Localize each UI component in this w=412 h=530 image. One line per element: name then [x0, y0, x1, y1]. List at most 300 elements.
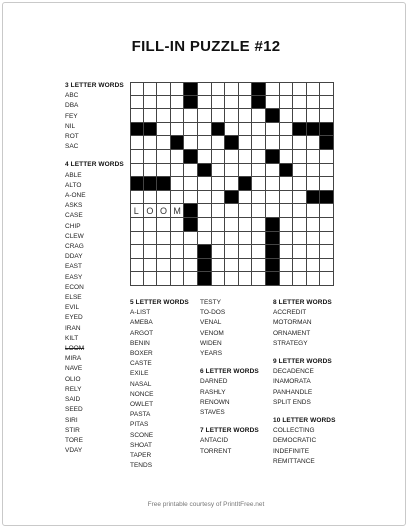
grid-cell[interactable] [307, 259, 321, 273]
grid-cell[interactable] [280, 218, 294, 232]
spacer [273, 349, 336, 357]
grid-cell[interactable] [171, 218, 185, 232]
word-list-heading: 7 LETTER WORDS [200, 427, 259, 435]
word-list-item: RENOWN [200, 398, 230, 406]
grid-cell[interactable] [225, 82, 239, 96]
grid-cell[interactable] [320, 272, 334, 286]
grid-cell[interactable] [280, 191, 294, 205]
grid-block [171, 136, 185, 150]
grid-block [157, 177, 171, 191]
word-column-five [130, 298, 189, 471]
grid-cell[interactable] [144, 245, 158, 259]
word-list-heading: 4 LETTER WORDS [65, 161, 124, 169]
grid-cell[interactable] [198, 109, 212, 123]
grid-cell[interactable] [293, 245, 307, 259]
grid-block [198, 245, 212, 259]
grid-cell[interactable] [293, 150, 307, 164]
grid-cell[interactable] [307, 218, 321, 232]
grid-block [266, 150, 280, 164]
grid-cell[interactable] [225, 218, 239, 232]
word-list-item: ABC [65, 92, 79, 100]
grid-cell[interactable] [225, 123, 239, 137]
grid-cell[interactable] [239, 82, 253, 96]
grid-cell[interactable] [144, 136, 158, 150]
grid-cell[interactable] [130, 150, 144, 164]
grid-cell[interactable]: O [144, 204, 158, 218]
grid-cell[interactable] [184, 109, 198, 123]
grid-cell[interactable] [239, 204, 253, 218]
grid-cell[interactable] [252, 259, 266, 273]
grid-cell[interactable] [184, 177, 198, 191]
word-list-item: TESTY [200, 299, 221, 306]
grid-cell[interactable] [130, 272, 144, 286]
grid-cell[interactable] [307, 232, 321, 246]
grid-block [266, 245, 280, 259]
word-list-item: PANHANDLE [273, 388, 313, 396]
word-list-item: AMEBA [130, 319, 153, 327]
word-list-item: SIRI [65, 416, 78, 424]
grid-cell[interactable] [130, 259, 144, 273]
grid-block [320, 136, 334, 150]
grid-cell[interactable] [212, 136, 226, 150]
grid-cell[interactable] [280, 109, 294, 123]
grid-cell[interactable] [280, 272, 294, 286]
grid-cell[interactable] [212, 259, 226, 273]
grid-cell[interactable] [212, 204, 226, 218]
grid-cell[interactable] [212, 164, 226, 178]
word-list-item: SAC [65, 143, 79, 151]
grid-cell[interactable] [252, 136, 266, 150]
page-title: FILL-IN PUZZLE #12 [131, 38, 281, 55]
grid-cell[interactable] [171, 82, 185, 96]
word-list-item: LOOM [65, 345, 85, 353]
word-list-item: TAPER [130, 452, 152, 460]
word-list-item: REMITTANCE [273, 457, 315, 465]
grid-cell[interactable] [212, 177, 226, 191]
grid-cell[interactable] [212, 109, 226, 123]
grid-cell[interactable] [171, 123, 185, 137]
spacer [200, 418, 259, 426]
word-list-item: DEMOCRATIC [273, 437, 317, 445]
grid-block [198, 272, 212, 286]
grid-cell[interactable] [184, 164, 198, 178]
grid-block [293, 123, 307, 137]
grid-cell[interactable] [171, 259, 185, 273]
word-list-item: ARGOT [130, 329, 154, 337]
grid-cell[interactable] [293, 136, 307, 150]
grid-cell[interactable] [184, 123, 198, 137]
grid-cell[interactable] [198, 177, 212, 191]
grid-block [184, 96, 198, 110]
word-list-item: RASHLY [200, 388, 226, 396]
grid-cell[interactable] [198, 232, 212, 246]
grid-block [130, 177, 144, 191]
grid-cell[interactable] [320, 204, 334, 218]
grid-cell[interactable] [225, 245, 239, 259]
grid-cell[interactable] [225, 96, 239, 110]
word-list-item: A-ONE [65, 192, 86, 200]
grid-cell[interactable] [239, 164, 253, 178]
grid-cell[interactable] [307, 164, 321, 178]
grid-cell[interactable] [252, 177, 266, 191]
grid-cell[interactable] [171, 177, 185, 191]
grid-block [198, 259, 212, 273]
grid-cell[interactable] [266, 123, 280, 137]
grid-cell[interactable] [266, 164, 280, 178]
word-list-item: SAID [65, 396, 81, 404]
grid-cell[interactable] [252, 109, 266, 123]
grid-cell[interactable] [130, 96, 144, 110]
word-list-item: OLIO [65, 375, 81, 383]
spacer [273, 408, 336, 416]
grid-cell[interactable]: O [157, 204, 171, 218]
word-list-item: SCONE [130, 431, 154, 439]
word-column-right [273, 298, 336, 467]
grid-cell[interactable] [198, 136, 212, 150]
grid-cell[interactable] [225, 150, 239, 164]
word-list-item: CASE [65, 212, 83, 220]
grid-block [307, 191, 321, 205]
grid-cell[interactable] [144, 218, 158, 232]
grid-cell[interactable] [225, 177, 239, 191]
grid-block [252, 96, 266, 110]
word-list-item: NAVE [65, 365, 83, 373]
grid-cell[interactable] [239, 259, 253, 273]
grid-cell[interactable] [280, 177, 294, 191]
grid-block [144, 123, 158, 137]
grid-cell[interactable] [307, 204, 321, 218]
grid-cell[interactable] [157, 96, 171, 110]
grid-cell[interactable] [130, 109, 144, 123]
grid-cell[interactable] [157, 82, 171, 96]
grid-cell[interactable] [225, 232, 239, 246]
grid-cell[interactable] [144, 259, 158, 273]
grid-cell[interactable] [157, 191, 171, 205]
grid-cell[interactable] [144, 109, 158, 123]
grid-cell[interactable] [320, 218, 334, 232]
word-list-item: VENAL [200, 319, 222, 327]
word-list-item: ASKS [65, 202, 83, 210]
grid-cell[interactable] [252, 204, 266, 218]
grid-cell[interactable]: L [130, 204, 144, 218]
grid-cell[interactable] [212, 272, 226, 286]
grid-cell[interactable] [280, 123, 294, 137]
grid-block [266, 232, 280, 246]
word-list-heading: 10 LETTER WORDS [273, 417, 336, 425]
word-list-item: DARNED [200, 378, 228, 386]
grid-cell[interactable] [157, 123, 171, 137]
grid-cell[interactable] [293, 96, 307, 110]
grid-cell[interactable] [239, 136, 253, 150]
grid-cell[interactable] [320, 232, 334, 246]
grid-cell[interactable] [171, 164, 185, 178]
grid-cell[interactable] [280, 259, 294, 273]
grid-cell[interactable] [307, 109, 321, 123]
grid-cell[interactable] [225, 164, 239, 178]
grid-cell[interactable] [130, 218, 144, 232]
grid-cell[interactable] [198, 96, 212, 110]
grid-cell[interactable] [252, 272, 266, 286]
word-list-item: ELSE [65, 294, 82, 302]
grid-cell[interactable] [184, 245, 198, 259]
grid-cell[interactable] [266, 136, 280, 150]
grid-cell[interactable] [144, 272, 158, 286]
grid-cell[interactable] [252, 164, 266, 178]
grid-cell[interactable] [130, 82, 144, 96]
grid-cell[interactable] [212, 232, 226, 246]
word-list-item: DECADENCE [273, 368, 314, 376]
word-list-item: ANTACID [200, 437, 229, 445]
grid-cell[interactable] [307, 82, 321, 96]
grid-cell[interactable] [320, 96, 334, 110]
grid-cell[interactable] [307, 245, 321, 259]
grid-cell[interactable] [239, 245, 253, 259]
word-list-item: NIL [65, 122, 76, 130]
grid-cell[interactable] [320, 82, 334, 96]
grid-cell[interactable] [184, 136, 198, 150]
grid-cell[interactable] [252, 232, 266, 246]
grid-cell[interactable] [184, 191, 198, 205]
grid-cell[interactable] [171, 245, 185, 259]
word-list-item: PASTA [130, 411, 151, 419]
grid-cell[interactable] [239, 191, 253, 205]
word-list-item: EVIL [65, 304, 80, 312]
grid-cell[interactable]: M [171, 204, 185, 218]
grid-block [184, 150, 198, 164]
word-column-middle [200, 298, 259, 457]
grid-cell[interactable] [280, 82, 294, 96]
grid-cell[interactable] [320, 177, 334, 191]
grid-cell[interactable] [184, 232, 198, 246]
word-list-item: TENDS [130, 462, 153, 470]
grid-cell[interactable] [307, 150, 321, 164]
grid-block [184, 82, 198, 96]
grid-cell[interactable] [144, 191, 158, 205]
grid-cell[interactable] [280, 204, 294, 218]
grid-cell[interactable] [225, 259, 239, 273]
word-list-heading: 3 LETTER WORDS [65, 82, 124, 89]
grid-cell[interactable] [293, 232, 307, 246]
grid-block [130, 123, 144, 137]
grid-cell[interactable] [280, 136, 294, 150]
word-list-item: CRAG [65, 243, 84, 251]
grid-cell[interactable] [280, 96, 294, 110]
grid-cell[interactable] [307, 136, 321, 150]
word-list-item: INDEFINITE [273, 447, 310, 455]
grid-cell[interactable] [293, 259, 307, 273]
grid-block [266, 272, 280, 286]
grid-cell[interactable] [252, 150, 266, 164]
grid-cell[interactable] [239, 96, 253, 110]
word-list-item: MIRA [65, 355, 82, 363]
word-list-item: ECON [65, 283, 84, 291]
grid-cell[interactable] [280, 245, 294, 259]
grid-cell[interactable] [266, 96, 280, 110]
grid-cell[interactable] [212, 150, 226, 164]
grid-cell[interactable] [157, 245, 171, 259]
grid-cell[interactable] [157, 164, 171, 178]
grid-cell[interactable] [293, 109, 307, 123]
word-list-item: SHOAT [130, 441, 152, 449]
grid-cell[interactable] [144, 96, 158, 110]
grid-cell[interactable] [198, 218, 212, 232]
grid-cell[interactable] [130, 136, 144, 150]
grid-cell[interactable] [157, 150, 171, 164]
grid-cell[interactable] [171, 191, 185, 205]
grid-cell[interactable] [130, 245, 144, 259]
grid-cell[interactable] [130, 232, 144, 246]
word-list-item: NONCE [130, 390, 154, 398]
grid-cell[interactable] [266, 82, 280, 96]
grid-cell[interactable] [198, 150, 212, 164]
word-list-item: BOXER [130, 350, 153, 358]
grid-cell[interactable] [293, 272, 307, 286]
grid-cell[interactable] [157, 218, 171, 232]
word-list-item: CLEW [65, 232, 84, 240]
grid-cell[interactable] [307, 177, 321, 191]
grid-cell[interactable] [239, 218, 253, 232]
grid-cell[interactable] [171, 109, 185, 123]
grid-block [225, 136, 239, 150]
word-list-item: CHIP [65, 222, 81, 230]
grid-cell[interactable] [320, 245, 334, 259]
word-list-item: OWLET [130, 401, 154, 409]
grid-cell[interactable] [198, 204, 212, 218]
grid-cell[interactable] [144, 150, 158, 164]
grid-block [266, 218, 280, 232]
grid-cell[interactable] [239, 272, 253, 286]
grid-cell[interactable] [212, 96, 226, 110]
word-list-item: VENOM [200, 329, 224, 337]
spacer [200, 359, 259, 367]
grid-cell[interactable] [157, 259, 171, 273]
grid-cell[interactable] [293, 177, 307, 191]
grid-cell[interactable] [157, 136, 171, 150]
grid-cell[interactable] [212, 245, 226, 259]
word-list-item: YEARS [200, 350, 223, 358]
grid-cell[interactable] [198, 191, 212, 205]
grid-cell[interactable] [144, 232, 158, 246]
grid-cell[interactable] [171, 150, 185, 164]
grid-cell[interactable] [130, 164, 144, 178]
grid-cell[interactable] [144, 82, 158, 96]
grid-block [307, 123, 321, 137]
grid-cell[interactable] [212, 82, 226, 96]
grid-cell[interactable] [320, 109, 334, 123]
grid-cell[interactable] [266, 177, 280, 191]
word-list-item: ACCREDIT [273, 309, 307, 317]
word-list-heading: 6 LETTER WORDS [200, 368, 259, 376]
grid-block [320, 123, 334, 137]
grid-cell[interactable] [130, 191, 144, 205]
grid-cell[interactable] [239, 150, 253, 164]
grid-cell[interactable] [239, 123, 253, 137]
word-list-item: COLLECTING [273, 427, 315, 435]
grid-cell[interactable] [225, 109, 239, 123]
grid-cell[interactable] [171, 272, 185, 286]
grid-cell[interactable] [198, 82, 212, 96]
word-list-item: VDAY [65, 447, 83, 455]
word-list-item: SPLIT ENDS [273, 398, 311, 406]
grid-cell[interactable] [225, 204, 239, 218]
grid-cell[interactable] [320, 150, 334, 164]
word-list-item: KILT [65, 334, 79, 342]
grid-cell[interactable] [171, 96, 185, 110]
grid-block [266, 109, 280, 123]
grid-cell[interactable] [293, 82, 307, 96]
grid-block [239, 177, 253, 191]
grid-block [198, 164, 212, 178]
word-list-item: ROT [65, 133, 79, 141]
grid-cell[interactable] [252, 123, 266, 137]
grid-cell[interactable] [252, 245, 266, 259]
grid-cell[interactable] [144, 164, 158, 178]
word-list-item: EXILE [130, 370, 149, 378]
word-list-item: ALTO [65, 181, 82, 189]
grid-cell[interactable] [320, 259, 334, 273]
word-list-item: DDAY [65, 253, 83, 261]
grid-cell[interactable] [293, 164, 307, 178]
grid-cell[interactable] [266, 191, 280, 205]
word-list-item: MOTORMAN [273, 319, 312, 327]
grid-block [252, 82, 266, 96]
grid-cell[interactable] [212, 218, 226, 232]
grid-cell[interactable] [225, 272, 239, 286]
grid-cell[interactable] [157, 272, 171, 286]
grid-cell[interactable] [293, 191, 307, 205]
word-list-item: BENIN [130, 339, 150, 347]
spacer [65, 152, 124, 160]
grid-cell[interactable] [184, 272, 198, 286]
grid-cell[interactable] [293, 204, 307, 218]
grid-cell[interactable] [307, 272, 321, 286]
grid-cell[interactable] [320, 164, 334, 178]
grid-block [266, 259, 280, 273]
grid-cell[interactable] [198, 123, 212, 137]
puzzle-grid [130, 82, 334, 286]
grid-cell[interactable] [266, 204, 280, 218]
grid-cell[interactable] [280, 232, 294, 246]
word-column-left [65, 81, 124, 456]
word-list-item: DBA [65, 102, 79, 110]
word-list-item: TORRENT [200, 447, 232, 455]
word-list-item: EYED [65, 314, 83, 322]
word-list-item: WIDEN [200, 339, 222, 347]
grid-cell[interactable] [293, 218, 307, 232]
grid-cell[interactable] [171, 232, 185, 246]
word-list-item: NASAL [130, 380, 152, 388]
grid-cell[interactable] [212, 191, 226, 205]
grid-block [184, 218, 198, 232]
grid-cell[interactable] [280, 150, 294, 164]
grid-cell[interactable] [307, 96, 321, 110]
grid-cell[interactable] [184, 259, 198, 273]
grid-cell[interactable] [239, 232, 253, 246]
word-list-item: TORE [65, 436, 83, 444]
grid-cell[interactable] [157, 232, 171, 246]
word-list-item: EAST [65, 263, 82, 271]
grid-block [184, 204, 198, 218]
grid-cell[interactable] [252, 218, 266, 232]
word-list-heading: 9 LETTER WORDS [273, 358, 332, 366]
footer-credit: Free printable courtesy of PrintItFree.net [147, 501, 265, 508]
grid-cell[interactable] [157, 109, 171, 123]
grid-cell[interactable] [239, 109, 253, 123]
word-list-item: TO-DOS [200, 309, 226, 317]
grid-cell[interactable] [252, 191, 266, 205]
grid-block [144, 177, 158, 191]
word-list-item: CASTE [130, 360, 152, 368]
